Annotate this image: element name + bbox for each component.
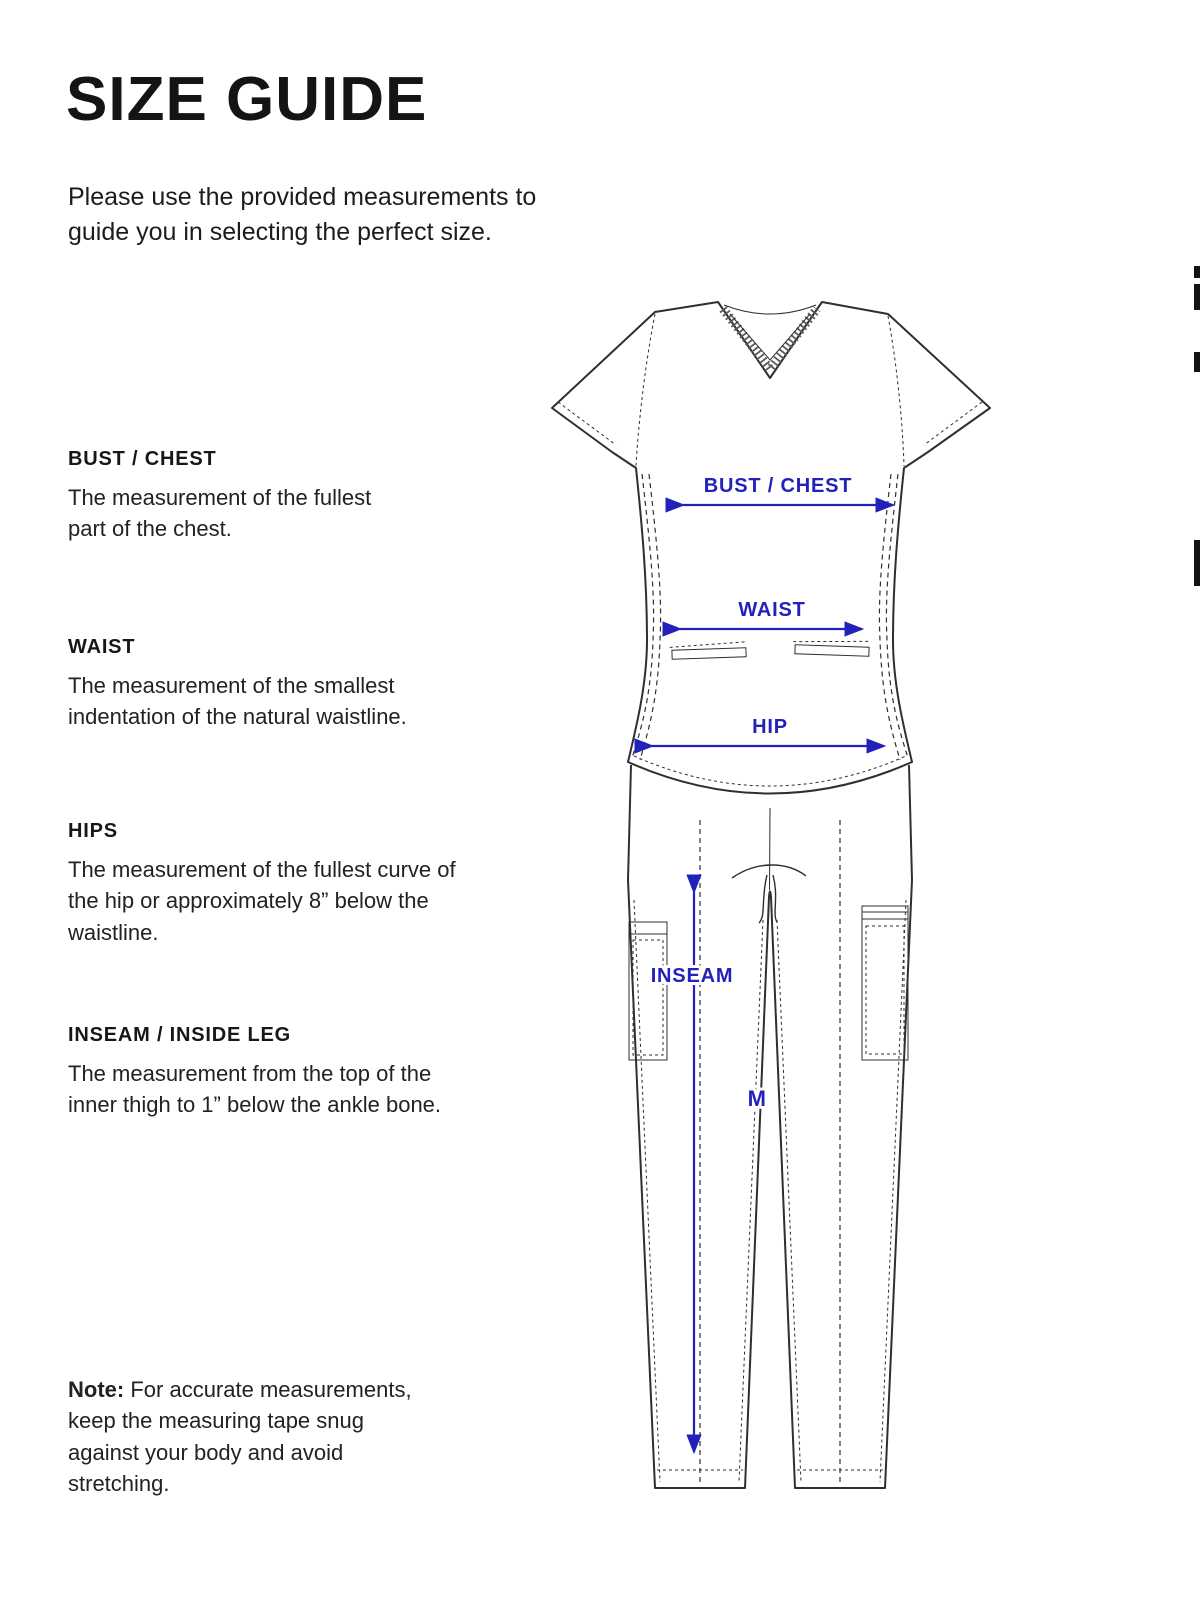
section-heading-inseam: INSEAM / INSIDE LEG [68,1024,292,1046]
section-body-bust: The measurement of the fullest part of the chest. [68,485,372,542]
size-marker-label: M [747,1086,767,1111]
right-cargo-pocket [862,906,908,1060]
section-inseam [68,1024,448,1121]
waist-measure-label: WAIST [738,599,806,621]
note-label: Note: [68,1377,125,1402]
section-heading-bust: BUST / CHEST [68,448,217,470]
section-heading-hips: HIPS [68,820,118,842]
edge-artifact-3 [1194,352,1200,372]
note-text [68,1374,430,1500]
section-waist [68,636,408,733]
section-hips [68,820,468,948]
section-heading-waist: WAIST [68,636,136,658]
inseam-measure-label: INSEAM [650,965,734,987]
edge-artifact-4 [1194,540,1200,586]
scrub-pants-drawing [628,765,912,1488]
edge-artifact-1 [1194,266,1200,278]
edge-artifact-2 [1194,284,1200,310]
section-body-hips: The measurement of the fullest curve of the hip or approximately 8” below the waistline. [68,857,456,945]
page-title: SIZE GUIDE [66,65,428,134]
note-body: For accurate measurements, keep the measuring tape snug against your body and avoid stretching. [68,1377,412,1497]
bust-measure-label: BUST / CHEST [703,475,853,497]
intro-text: Please use the provided measurements to guide you in selecting the perfect size. [68,183,537,246]
section-body-inseam: The measurement from the top of the inner thigh to 1” below the ankle bone. [68,1061,442,1118]
hip-measure-label: HIP [752,716,788,738]
section-bust-chest [68,448,388,545]
section-body-waist: The measurement of the smallest indentation of the natural waistline. [68,673,407,730]
scrubs-size-diagram [510,260,1030,1560]
